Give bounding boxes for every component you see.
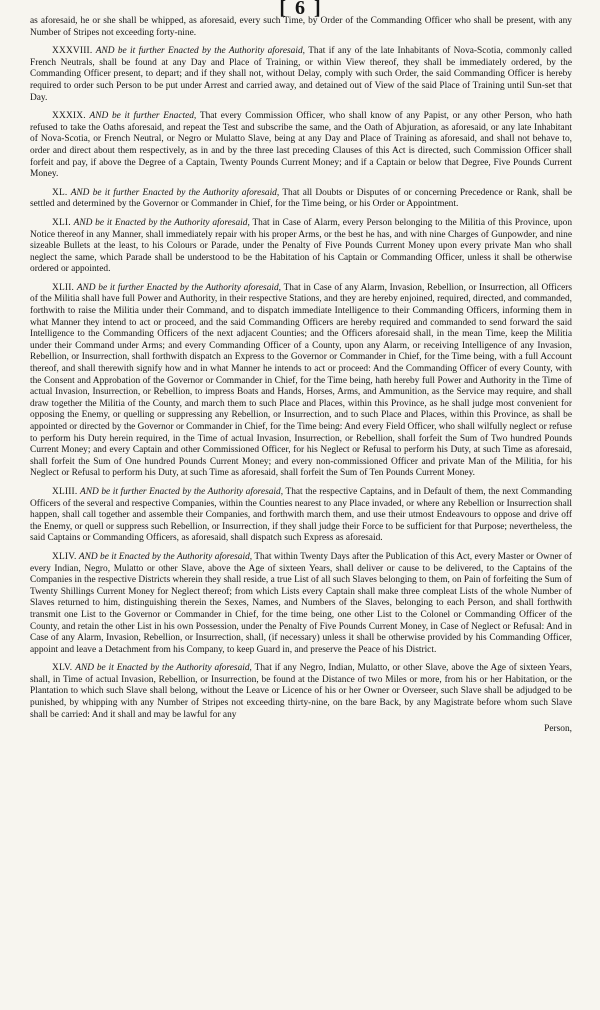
- section-number: XL.: [52, 187, 68, 198]
- section-number: XLIII.: [52, 486, 78, 497]
- enacting-clause: AND be it further Enacted by the Authority aforesaid,: [70, 187, 280, 198]
- paragraph-text: as aforesaid, he or she shall be whipped, as aforesaid, every such Time, by Order of the Commanding Officer who shall be present, with any Number of Stripes not exceeding forty-nine.: [30, 16, 572, 38]
- section-number: XLIV.: [52, 551, 77, 562]
- enacting-clause: AND be it Enacted by the Authority aforesaid,: [75, 663, 252, 674]
- paragraph-continuation: [30, 16, 572, 39]
- paragraph-xli: [30, 218, 572, 276]
- enacting-clause: AND be it Enacted by the Authority aforesaid,: [78, 551, 253, 562]
- catchword: Person,: [544, 724, 572, 735]
- paragraph-xliv: [30, 552, 572, 656]
- section-number: XLI.: [52, 217, 71, 228]
- paragraph-text: That if any of the late Inhabitants of Nova-Scotia, commonly called French Neutrals, shall be found at any Day and Place of Training, or within View thereof, they shall be immediately ordered, by the Commanding Officer present, to depart; and if they shall not, without Delay, comply with such Order, the said Commanding Officer is hereby required to order such Person to be put under Arrest and carried away, and detained out of View of the said Place of Training until Sun-set that Day.: [30, 46, 572, 103]
- page-number: [ 6 ]: [279, 0, 323, 19]
- paragraph-xlv: [30, 663, 572, 721]
- paragraph-text: That every Commission Officer, who shall know of any Papist, or any other Person, who hath refused to take the Oaths aforesaid, and repeat the Test and subscribe the same, and the Oath of Abjuration, as aforesaid, or any late Inhabitant of Nova-Scotia, or French Neutral, or Negro or Mulatto Slave, being at any Day and Place of Training as aforesaid, and shall not behave to, order and direct about them respectively, as in and by the three last preceding Clauses of this Act is directed, such Commission Officer shall forfeit and pay, if above the Degree of a Captain, Twenty Pounds Current Money; and if a Captain or below that Degree, Five Pounds Current Money.: [30, 111, 572, 180]
- enacting-clause: AND be it further Enacted,: [89, 111, 197, 122]
- paragraph-text: That all Doubts or Disputes of or concerning Precedence or Rank, shall be settled and determined by the Governor or Commander in Chief, for the Time being, or his Order or Appointment.: [30, 187, 572, 210]
- enacting-clause: AND be it further Enacted by the Authority aforesaid,: [95, 46, 306, 57]
- paragraph-xxxix: [30, 111, 572, 181]
- paragraph-xl: [30, 188, 572, 211]
- paragraph-text: That the respective Captains, and in Default of them, the next Commanding Officers of the several and respective Companies, within the Counties nearest to any Place invaded, or where any Rebellion or Insurrection shall happen, shall call together and assemble their Companies, and forthwith march them, and use their utmost Endeavours to oppose and drive off the Enemy, or quell or suppress such Rebellion, or Insurrection, if they shall judge their Force to be sufficient for that Purpose; nevertheless, the said Captains or Commanding Officers, as aforesaid, shall dispatch such Express as aforesaid.: [30, 486, 572, 544]
- paragraph-text: That if any Negro, Indian, Mulatto, or other Slave, above the Age of sixteen Years, shall, in Time of actual Invasion, Rebellion, or Insurrection, be found at the Distance of two Miles or more, from his or her Habitation, or the Plantation to which such Slave shall belong, without the Leave or Licence of his or her Owner or Overseer, such Slave shall be adjudged to be punished, by whipping with any Number of Stripes not exceeding thirty-nine, on the bare Back, by any Magistrate before whom such Slave shall be carried: And it shall and may be lawful for any: [30, 663, 572, 720]
- section-number: XXXIX.: [52, 111, 86, 122]
- section-number: XLII.: [52, 282, 75, 293]
- paragraph-text: That in Case of Alarm, every Person belonging to the Militia of this Province, upon Notice thereof in any Manner, shall immediately repair with his proper Arms, or the best he has, and with nine Charges of Gunpowder, and nine sizeable Bullets at the least, to his Colours or Parade, under the Penalty of Five Pounds Current Money upon every private Man who shall neglect the same, which Parade shall be understood to be the Habitation of his Captain or Commanding Officer, unless it shall be otherwise ordered or appointed.: [30, 217, 573, 275]
- paragraph-text: That in Case of any Alarm, Invasion, Rebellion, or Insurrection, all Officers of the Militia shall have full Power and Authority, in their respective Stations, and they are hereby enjoined, required, directed, and commanded, forthwith to raise the Militia under their Command, and to dispatch immediate Intelligence to their Commanding Officers, informing them in what Manner they intend to act or proceed, and the said Commanding Officers are hereby required and commanded to send forward the said Intelligence to the Commanding Officers of the next adjacent Counties; and the Officers aforesaid shall, in the mean Time, keep the Militia under their Command under Arms; and every Commanding Officer of a County, upon any Alarm, or receiving Intelligence of any Invasion, Rebellion, or Insurrection, shall forthwith dispatch an Express to the Governor or Commander in Chief, for the Time being, with a full Account thereof, and shall therewith signify how and in what Manner he intends to act or proceed: And the Commanding Officer of every County, with the Consent and Approbation of the Governor or Commander in Chief, for the Time being, hath hereby full Power and Authority in the Time of actual Invasion, Insurrection, or Rebellion, to impress Boats and Hands, Horses, Arms, and Ammunition, as the Service may require, and shall draw together the Militia of the County, and march them to such Place and Places, within this Province, as he shall judge most convenient for opposing the Enemy, or quelling or suppressing any Rebellion, or Insurrection, and to such Place and Places, within this Province, as shall be appointed or directed by the Governor or Commander in Chief, for the Time being: And every Field Officer, who shall wilfully neglect or refuse to perform his Duty herein required, in the Time of actual Invasion, Insurrection, or Rebellion, shall forfeit the Sum of Two hundred Pounds Current Money; and every Captain and other Commissioned Officer, for his Neglect or Refusal to perform his Duty, at such Time as aforesaid, shall forfeit the Sum of One hundred Pounds Current Money; and every non-commissioned Officer and private Man of the Militia, for his Neglect or Refusal to perform his Duty, at such Time as aforesaid, shall forfeit the Sum of Ten Pounds Current Money.: [30, 282, 572, 479]
- enacting-clause: AND be it Enacted by the Authority aforesaid,: [73, 217, 250, 228]
- enacting-clause: AND be it further Enacted by the Authority aforesaid,: [76, 282, 282, 293]
- section-number: XXXVIII.: [52, 46, 93, 57]
- enacting-clause: AND be it further Enacted by the Authority aforesaid,: [80, 486, 284, 497]
- paragraph-text: That within Twenty Days after the Publication of this Act, every Master or Owner of every Indian, Negro, Mulatto or other Slave, above the Age of sixteen Years, shall deliver or cause to be delivered, to the Captains of the Companies in the respective Districts wherein they shall reside, a true List of all such Slaves belonging to them, on Pain of forfeiting the Sum of Twenty Shillings Current Money for Neglect thereof; from which Lists every Captain shall make three compleat Lists of the whole Number of Slaves returned to him, distinguishing therein the Sexes, Names, and Numbers of the Slaves, belonging to each Person, and shall forthwith transmit one List to the Governor or Commander in Chief, for the time being, one other List to the Colonel or Commanding Officer of the County, and retain the other List in his own Possession, under the Penalty of Five Pounds Current Money, in Case of Neglect or Refusal: And in Case of any Alarm, Invasion, Rebellion, or Insurrection, shall, (if necessary) unless it shall be otherwise provided by his Commanding Officer, appoint and leave a Detachment from his Company, to keep Guard in, and preserve the Peace of his District.: [30, 551, 572, 655]
- paragraph-xlii: [30, 283, 572, 480]
- paragraph-xxxviii: [30, 46, 572, 104]
- paragraph-xliii: [30, 487, 572, 545]
- section-number: XLV.: [52, 663, 73, 674]
